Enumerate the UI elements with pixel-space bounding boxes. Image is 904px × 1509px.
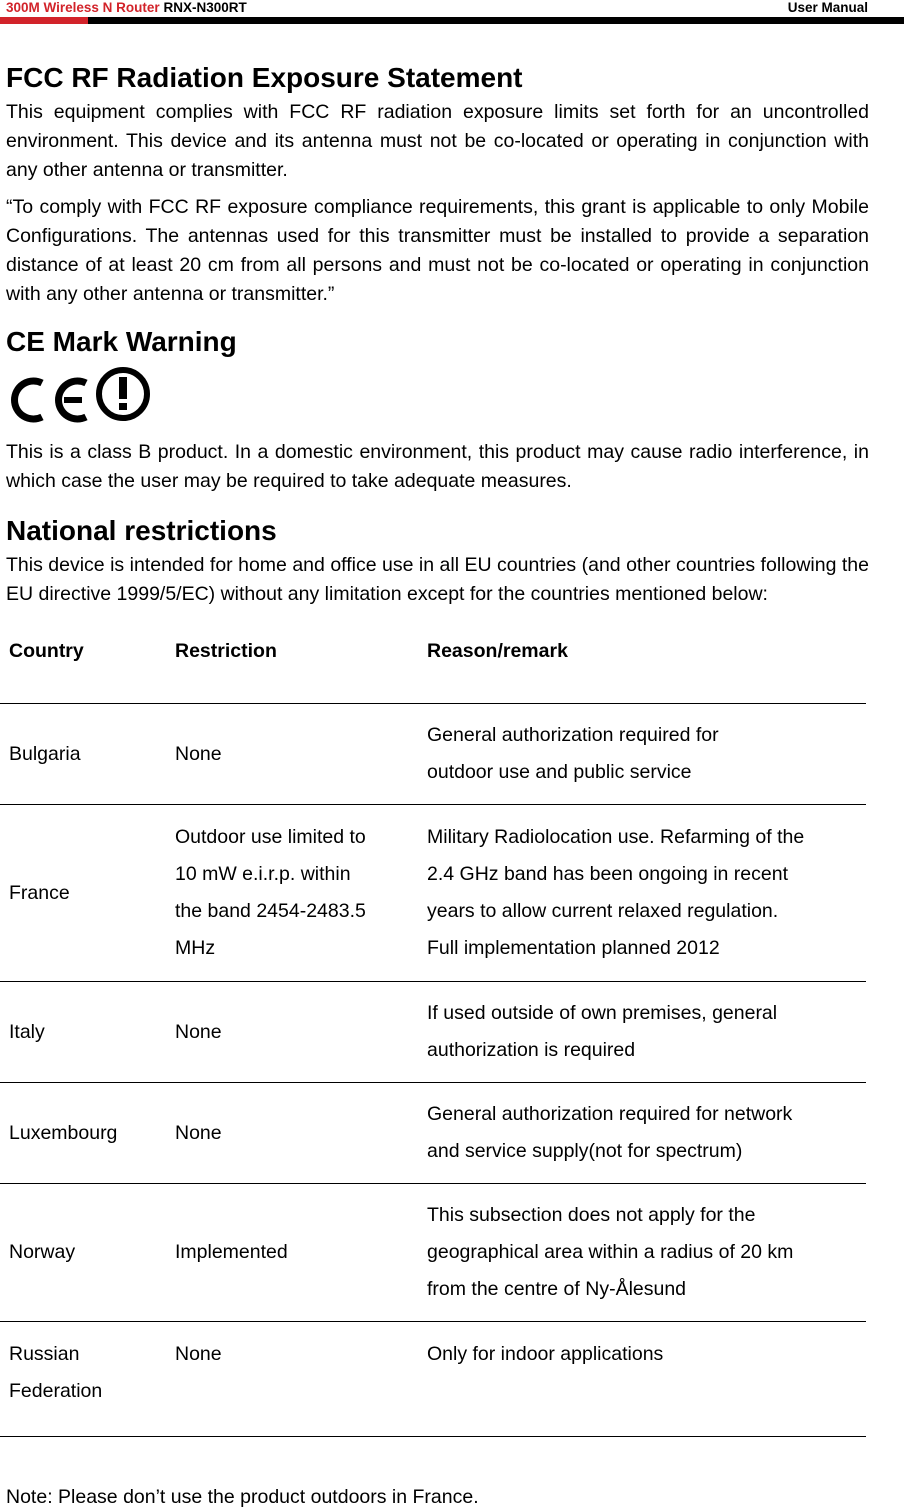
cell-reason-line: Full implementation planned 2012 (427, 937, 720, 959)
header-product-name: 300M Wireless N Router (6, 0, 160, 15)
header-restriction: Restriction (166, 639, 418, 704)
header-product (6, 0, 247, 15)
cell-reason (418, 1322, 866, 1437)
cell-restriction-line: 10 mW e.i.r.p. within (175, 863, 351, 885)
cell-reason-line: General authorization required for network (427, 1103, 793, 1125)
header-reason: Reason/remark (418, 639, 866, 704)
cell-country: France (0, 805, 166, 982)
cell-restriction: Implemented (166, 1184, 418, 1322)
cell-reason-line: authorization is required (427, 1039, 636, 1061)
header-country: Country (0, 639, 166, 704)
cell-reason-line: outdoor use and public service (427, 761, 692, 783)
cell-country: Bulgaria (0, 704, 166, 805)
restrictions-table (0, 639, 866, 1437)
national-title: National restrictions (6, 515, 277, 546)
cell-country-line: Federation (9, 1380, 103, 1402)
header-model: RNX-N300RT (163, 0, 247, 15)
cell-restriction: None (166, 1322, 418, 1437)
cell-reason (418, 982, 866, 1083)
cell-reason (418, 1083, 866, 1184)
cell-reason (418, 1184, 866, 1322)
cell-country-line: Russian (9, 1343, 80, 1365)
ce-paragraph: This is a class B product. In a domestic environment, this product may cause radio interference, in which case the user may be required to take adequate measures. (6, 441, 869, 492)
cell-reason-line: This subsection does not apply for the (427, 1204, 756, 1226)
fcc-paragraph-1: This equipment complies with FCC RF radiation exposure limits set forth for an uncontrolled environment. This device and its antenna must not be co-located or operating in conjunction with any other antenna or transmitter. (6, 101, 869, 181)
cell-reason-line: and service supply(not for spectrum) (427, 1140, 743, 1162)
cell-reason-line: 2.4 GHz band has been ongoing in recent (427, 863, 789, 885)
table-row (0, 805, 866, 982)
header-doc-type: User Manual (787, 0, 868, 15)
cell-restriction: None (166, 1083, 418, 1184)
page-content (6, 58, 869, 1437)
cell-reason-line: Military Radiolocation use. Refarming of the (427, 826, 805, 848)
table-row (0, 1322, 866, 1437)
france-note: Note: Please don’t use the product outdoors in France. (6, 1486, 479, 1508)
cell-country: Italy (0, 982, 166, 1083)
cell-restriction-line: Outdoor use limited to (175, 826, 366, 848)
cell-restriction: None (166, 704, 418, 805)
cell-country (0, 1322, 166, 1437)
cell-restriction-line: the band 2454-2483.5 (175, 900, 366, 922)
table-row (0, 1184, 866, 1322)
cell-country: Norway (0, 1184, 166, 1322)
table-row (0, 1083, 866, 1184)
cell-restriction: None (166, 982, 418, 1083)
cell-restriction (166, 805, 418, 982)
cell-reason-line: Only for indoor applications (427, 1343, 664, 1365)
cell-reason-line: years to allow current relaxed regulation. (427, 900, 779, 922)
header-rule-accent (0, 17, 88, 24)
table-header-row (0, 639, 866, 704)
cell-reason-line: General authorization required for (427, 724, 719, 746)
table-row (0, 704, 866, 805)
cell-reason-line: geographical area within a radius of 20 km (427, 1241, 794, 1263)
header-rule (0, 17, 904, 24)
cell-reason-line: If used outside of own premises, general (427, 1002, 778, 1024)
cell-reason (418, 805, 866, 982)
table-row (0, 982, 866, 1083)
fcc-paragraph-2: “To comply with FCC RF exposure compliance requirements, this grant is applicable to only Mobile Configurations. The antennas used for this transmitter must be installed to provide a separation distance of at least 20 cm from all persons and must not be co-located or operating in conjunction with any other antenna or transmitter.” (6, 196, 869, 305)
cell-restriction-line: MHz (175, 937, 216, 959)
fcc-title: FCC RF Radiation Exposure Statement (6, 62, 523, 93)
page-header (0, 0, 904, 26)
national-paragraph: This device is intended for home and office use in all EU countries (and other countries following the EU directive 1999/5/EC) without any limitation except for the countries mentioned below: (6, 554, 869, 605)
ce-alert-mark-icon (6, 364, 869, 432)
cell-reason (418, 704, 866, 805)
cell-reason-line: from the centre of Ny-Ålesund (427, 1278, 687, 1300)
cell-country: Luxembourg (0, 1083, 166, 1184)
ce-title: CE Mark Warning (6, 326, 237, 357)
